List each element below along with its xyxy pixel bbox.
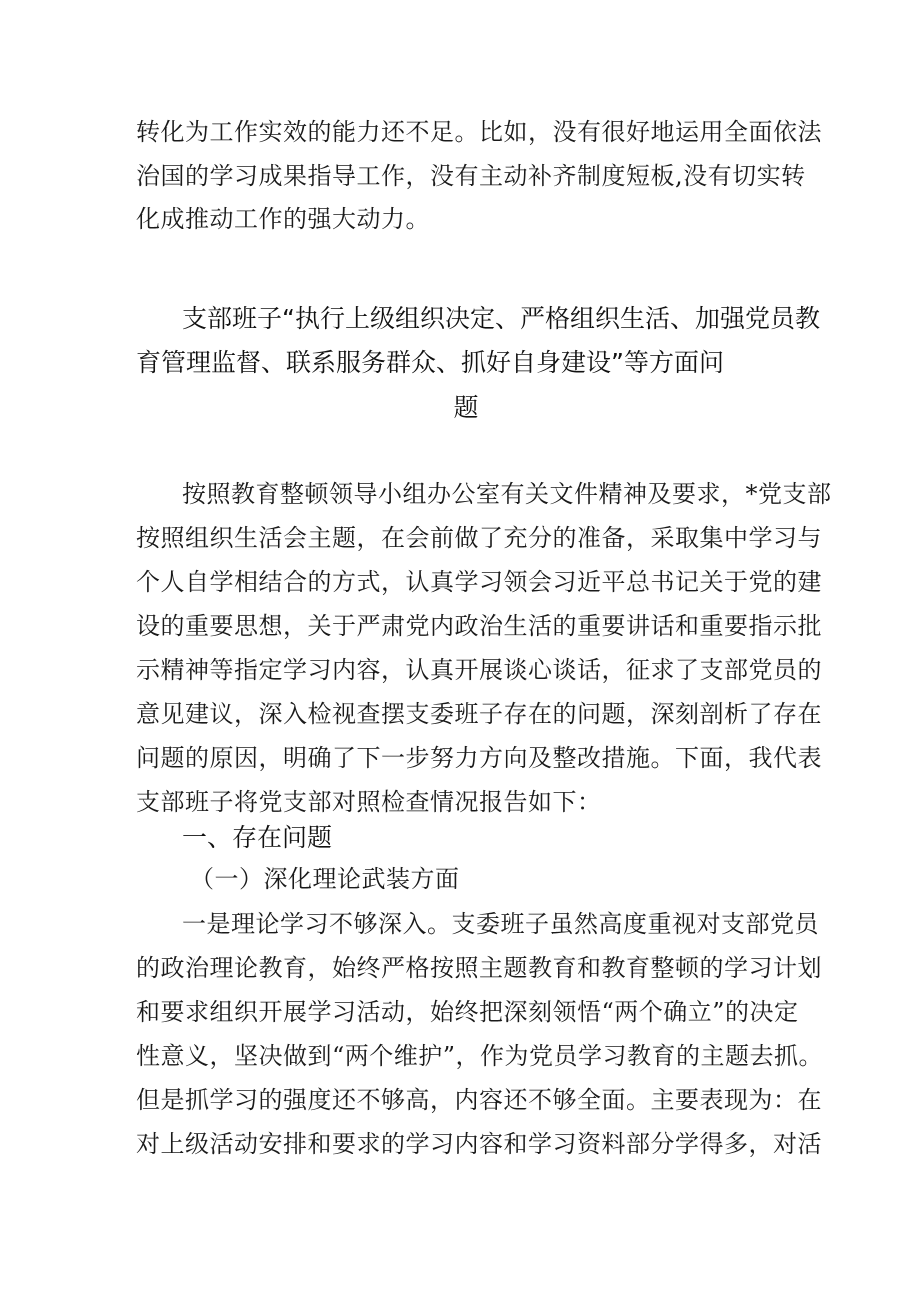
body2-line-6: 对上级活动安排和要求的学习内容和学习资料部分学得多，对活 — [136, 1130, 822, 1158]
body2-line-5: 但是抓学习的强度还不够高，内容还不够全面。主要表现为：在 — [136, 1086, 822, 1114]
body2-line-1: 一是理论学习不够深入。支委班子虽然高度重视对支部党员 — [182, 910, 819, 938]
section-title-line-3: 题 — [453, 393, 479, 422]
intro-line-3: 化成推动工作的强大动力。 — [136, 205, 430, 233]
subsection-heading: （一）深化理论武装方面 — [190, 865, 460, 893]
body-line-6: 意见建议，深入检视查摆支委班子存在的问题，深刻剖析了存在 — [136, 700, 822, 728]
body2-line-2: 的政治理论教育，始终严格按照主题教育和教育整顿的学习计划 — [136, 954, 822, 982]
section-title-line-1: 支部班子“执行上级组织决定、严格组织生活、加强党员教 — [182, 304, 820, 333]
intro-line-1: 转化为工作实效的能力还不足。比如，没有很好地运用全面依法 — [136, 118, 822, 146]
section-title-line-2: 育管理监督、联系服务群众、抓好自身建设”等方面问 — [136, 348, 724, 377]
body-line-3: 个人自学相结合的方式，认真学习领会习近平总书记关于党的建 — [136, 568, 822, 596]
body-line-1: 按照教育整顿领导小组办公室有关文件精神及要求，*党支部 — [182, 480, 832, 508]
intro-line-2: 治国的学习成果指导工作，没有主动补齐制度短板,没有切实转 — [136, 162, 806, 190]
section-heading: 一、存在问题 — [182, 823, 333, 852]
body-line-4: 设的重要思想，关于严肃党内政治生活的重要讲话和重要指示批 — [136, 612, 822, 640]
body-line-5: 示精神等指定学习内容，认真开展谈心谈话，征求了支部党员的 — [136, 656, 822, 684]
body-line-2: 按照组织生活会主题，在会前做了充分的准备，采取集中学习与 — [136, 524, 822, 552]
body-line-7: 问题的原因，明确了下一步努力方向及整改措施。下面，我代表 — [136, 744, 822, 772]
body2-line-4: 性意义，坚决做到“两个维护”，作为党员学习教育的主题去抓。 — [136, 1042, 824, 1070]
body2-line-3: 和要求组织开展学习活动，始终把深刻领悟“两个确立”的决定 — [136, 998, 799, 1026]
body-line-8: 支部班子将党支部对照检查情况报告如下： — [136, 788, 602, 816]
